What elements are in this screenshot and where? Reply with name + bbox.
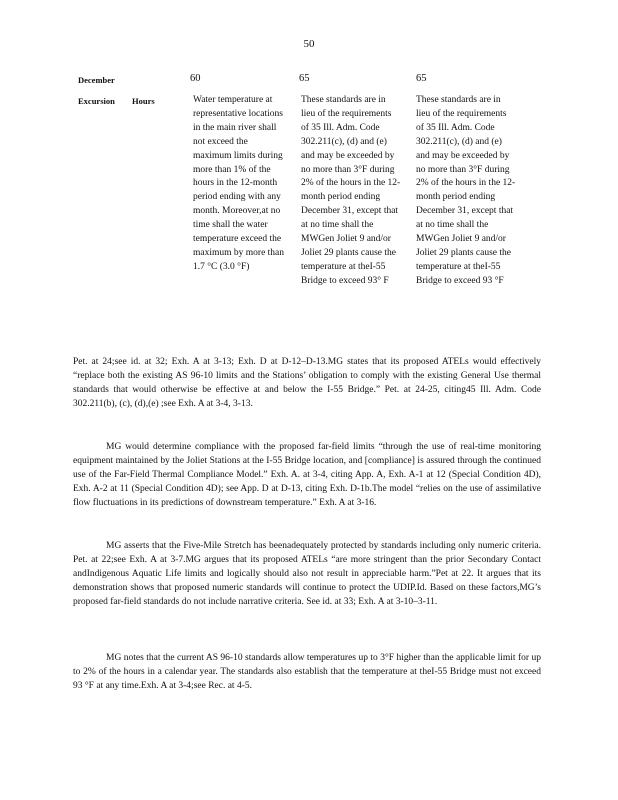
december-value-col3: 65 (299, 73, 310, 84)
december-value-col2: 60 (190, 73, 201, 84)
december-value-col4: 65 (416, 73, 427, 84)
row-sublabel-hours: Hours (132, 96, 155, 106)
excursion-text-col2: Water temperature at representative locations in the main river shall not exceed the maximum limits during more than 1% of the hours in the 12-month period ending with any month. Moreover,at no time shall the water temperature exceed the maximum by more than 1.7 °C (3.0 °F) (193, 95, 285, 272)
page-number: 50 (303, 38, 315, 50)
row-label-december: December (78, 75, 115, 85)
paragraph-4: MG notes that the current AS 96-10 standards allow temperatures up to 3°F higher than the applicable limit for up to 2% of the hours in a calendar year. The standards also establish that the temperature at theI-55 Bridge must not exceed 93 °F at any time.Exh. A at 3-4;see Rec. at 4-5. (73, 653, 541, 691)
paragraph-2: MG would determine compliance with the proposed far-field limits “through the use of real-time monitoring equipment maintained by the Joliet Stations at the I-55 Bridge location, and [compliance] is assured through the continued use of the Far-Field Thermal Compliance Model.” Exh. A. at 3-4, citing App. A, Exh. A-1 at 12 (Special Condition 4D), Exh. A-2 at 11 (Special Condition 4D); see App. D at D-13, citing Exh. D-1b.The model “relies on the use of assimilative flow fluctuations in its predictions of downstream temperature.” Exh. A at 3-16. (73, 442, 541, 508)
excursion-text-col4: These standards are in lieu of the requirements of 35 Ill. Adm. Code 302.211(c), (d) and (e) and may be exceeded by no more than 3°F during 2% of the hours in the 12-month period ending December 31, except that at no time shall the MWGen Joliet 9 and/or Joliet 29 plants cause the temperature at theI-55 Bridge to exceed 93 °F (416, 95, 516, 286)
table-row-excursion (0, 94, 618, 349)
excursion-text-col3: These standards are in lieu of the requirements of 35 Ill. Adm. Code 302.211(c), (d) and (e) and may be exceeded by no more than 3°F during 2% of the hours in the 12-month period ending December 31, except that at no time shall the MWGen Joliet 9 and/or Joliet 29 plants cause the temperature at theI-55 Bridge to exceed 93° F (301, 95, 401, 286)
row-label-excursion: Excursion (78, 96, 115, 106)
paragraph-1: Pet. at 24;see id. at 32; Exh. A at 3-13; Exh. D at D-12–D-13.MG states that its proposed ATELs would effectively “replace both the existing AS 96-10 limits and the Stations’ obligation to comply with the existing General Use thermal standards that would otherwise be effective at and below the I-55 Bridge.” Pet. at 24-25, citing45 Ill. Adm. Code 302.211(b), (c), (d),(e) ;see Exh. A at 3-4, 3-13. (73, 357, 541, 409)
table-row-december (0, 72, 618, 88)
paragraph-3: MG asserts that the Five-Mile Stretch has beenadequately protected by standards including only numeric criteria. Pet. at 22;see Exh. A at 3-7.MG argues that its proposed ATELs “are more stringent than the prior Secondary Contact andIndigenous Aquatic Life limits and logically should also not result in appreciable harm.”Pet at 22. It argues that its demonstration shows that proposed numeric standards will continue to protect the UDIP.Id. Based on these factors,MG’s proposed far-field standards do not include narrative criteria. See id. at 33; Exh. A at 3-10–3-11. (73, 541, 541, 607)
